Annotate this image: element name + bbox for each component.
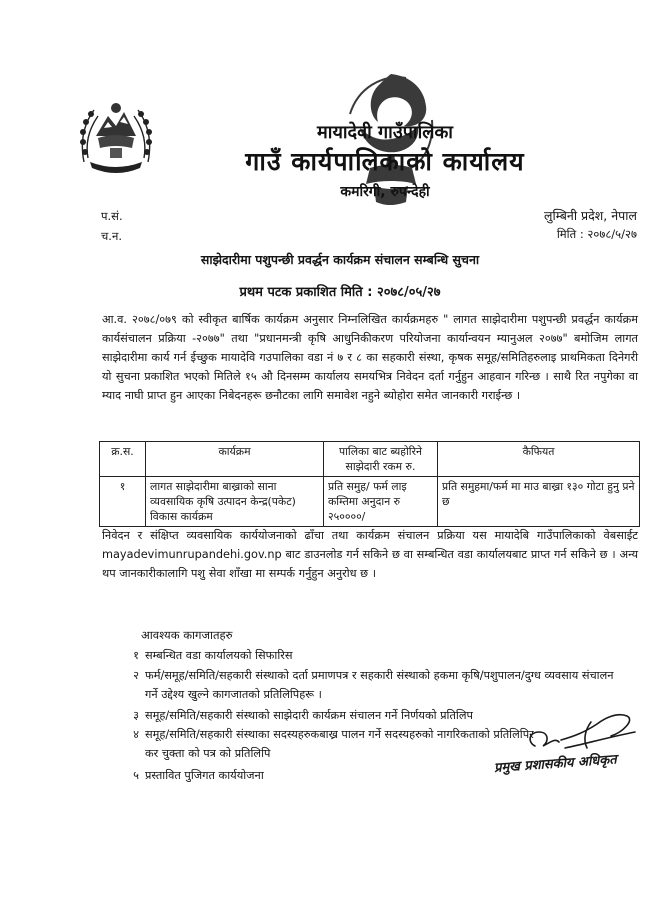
table-header-program: कार्यक्रम bbox=[146, 442, 324, 477]
province-label: लुम्बिनी प्रदेश, नेपाल bbox=[543, 208, 637, 223]
table-cell-program: लागत साझेदारीमा बाख्राको साना व्यवसायिक कृषि उत्पादन केन्द्र(पकेट) विकास कार्यक्रम bbox=[146, 477, 324, 527]
table-header-row bbox=[100, 442, 640, 477]
table-header-remarks: कैफियत bbox=[438, 442, 640, 477]
notice-paragraph-1: आ.व. २०७८/०७९ को स्वीकृत बार्षिक कार्यक्रम अनुसार निम्नलिखित कार्यक्रमहरु " लागत साझेदारीमा पशुपन्छी प्रवर्द्धन कार्यक्रम कार्यसंचालन प्रक्रिया -२०७७" तथा "प्रधानमन्त्री कृषि आधुनिकीकरण परियोजना कार्यान्वयन म्यानुअल २०७७" बमोजिम लागत साझेदारीमा कार्य गर्न ईच्छुक मायादेवि गउपालिका वडा नं ७ र ८ का सहकारी संस्था, कृषक समूह/समितिहरुलाइ प्राथमिकता दिनेगरी यो सुचना प्रकाशित भएको मितिले १५ औ दिनसम्म कार्यालय समयभित्र निवेदन दर्ता गर्नुहुन आहवान गरिन्छ । साथै रित नपुगेका वा म्याद नाघी प्राप्त हुन आएका निबेदनहरू छनौटका लागि समावेश नहुने ब्योहोरा समेत जानकारी गराईन्छ । bbox=[102, 313, 638, 402]
list-item-number: ३ bbox=[133, 709, 139, 722]
nepal-emblem-icon bbox=[74, 92, 158, 178]
notice-subject: साझेदारीमा पशुपन्छी प्रवर्द्धन कार्यक्रम संचालन सम्बन्धि सुचना bbox=[200, 252, 480, 267]
notice-date: मिति : २०७८/५/२७ bbox=[556, 227, 637, 241]
office-name: मायादेवी गाउँपालिका bbox=[317, 122, 453, 143]
notice-paragraph-2: निवेदन र संक्षिप्त व्यवसायिक कार्ययोजनाको ढाँचा तथा कार्यक्रम संचालन प्रक्रिया यस मायादेबि गाउँपालिकाको वेबसाईट mayadevimunrupandehi.gov.np बाट डाउनलोड गर्न सकिने छ वा सम्बन्धित वडा कार्यालयबाट प्राप्त गर्न सकिने छ । अन्य थप जानकारीकालागि पशु सेवा शाँखा मा सम्पर्क गर्नुहुन अनुरोध छ । bbox=[102, 529, 638, 580]
list-item-number: ५ bbox=[133, 769, 139, 782]
ref-no-label: प.सं. bbox=[101, 209, 123, 223]
table-header-sn: क्र.स. bbox=[100, 442, 146, 477]
list-item-text: समूह/समिति/सहकारी संस्थाका सदस्यहरुकबाख्र पालन गर्ने सदस्यहरुको नागरिकताको प्रतिलिपिर कर चुक्ता को पत्र को प्रतिलिपि bbox=[145, 728, 534, 760]
list-item-text: समूह/समिति/सहकारी संस्थाको साझेदारी कार्यक्रम संचालन गर्ने निर्णयको प्रतिलिप bbox=[145, 709, 473, 722]
table-cell-remarks: प्रति समुहमा/फर्म मा माउ बाख्रा १३० गोटा हुनु प्रने छ bbox=[438, 477, 640, 527]
list-item-text: फर्म/समूह/समिति/सहकारी संस्थाको दर्ता प्रमाणपत्र र सहकारी संस्थाको हकमा कृषि/पशुपालन/दुग्ध व्यवसाय संचालन गर्ने उद्देश्य खुल्ने कागजातको प्रतिलिपिहरू । bbox=[145, 669, 614, 701]
table-row bbox=[100, 477, 640, 527]
required-documents-title: आवश्यक कागजातहरु bbox=[141, 628, 233, 642]
table-header-amount: पालिका बाट ब्यहोरिने साझेदारी रकम रु. bbox=[324, 442, 438, 477]
list-item-number: १ bbox=[133, 649, 139, 662]
first-published-date: प्रथम पटक प्रकाशित मिति : २०७८/०५/२७ bbox=[239, 285, 441, 300]
list-item-text: प्रस्तावित पुजिगत कार्ययोजना bbox=[145, 769, 264, 782]
table-cell-sn: १ bbox=[100, 477, 146, 527]
program-table bbox=[99, 441, 640, 527]
office-address: कमरिगी, रुपन्देही bbox=[340, 184, 430, 200]
table-cell-amount: प्रति समुह/ फर्म लाइ कम्तिमा अनुदान रु २५००००/ bbox=[324, 477, 438, 527]
list-item-number: २ bbox=[133, 669, 139, 682]
list-item-number: ४ bbox=[133, 728, 139, 741]
dispatch-no-label: च.न. bbox=[101, 229, 122, 243]
signatory-title: प्रमुख प्रशासकीय अधिकृत bbox=[493, 752, 618, 776]
office-main-title: गाउँ कार्यपालिकाको कार्यालय bbox=[245, 147, 525, 176]
list-item-text: सम्बन्धित वडा कार्यालयको सिफारिस bbox=[145, 649, 293, 662]
